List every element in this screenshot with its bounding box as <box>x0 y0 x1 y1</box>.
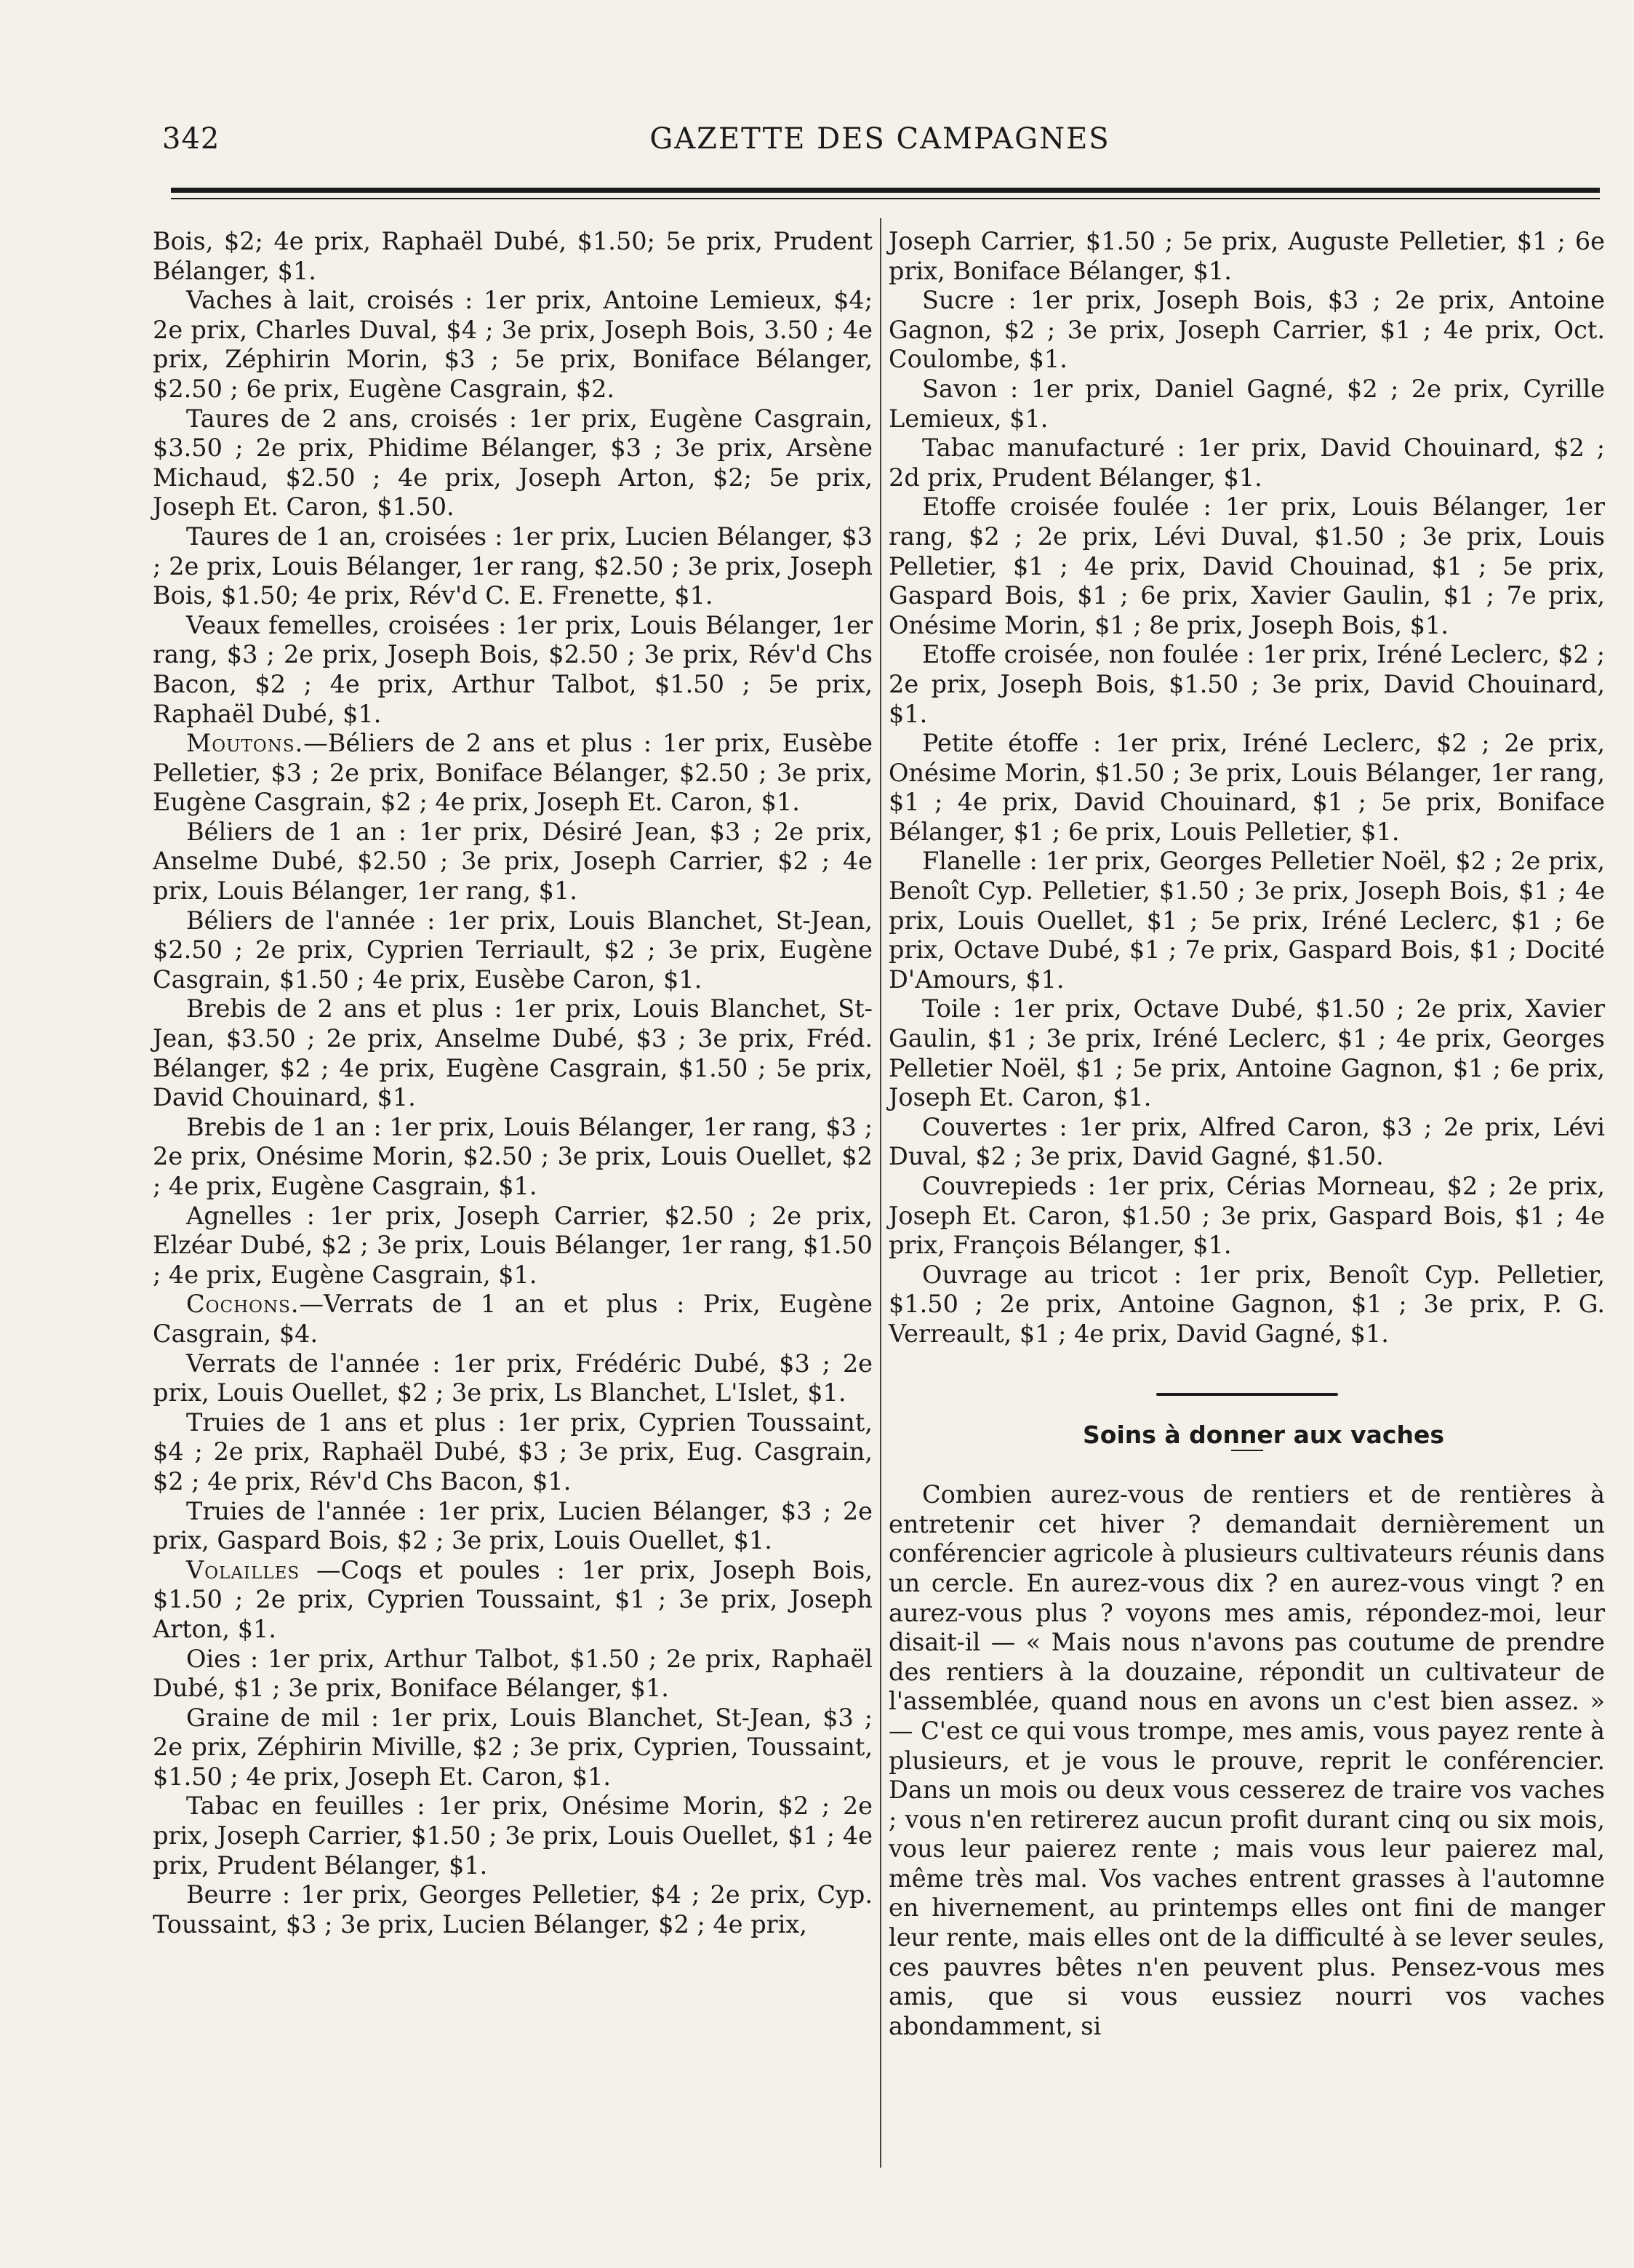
paragraph: Savon : 1er prix, Daniel Gagné, $2 ; 2e prix, Cyrille Lemieux, $1. <box>889 374 1605 433</box>
paragraph: Brebis de 2 ans et plus : 1er prix, Louis Blanchet, St-Jean, $3.50 ; 2e prix, Anselme Dubé, $3 ; 3e prix, Fréd. Bélanger, $2 ; 4e prix, Eugène Casgrain, $1.50 ; 5e prix, David Chouinard, $1. <box>153 994 873 1112</box>
page-number: 342 <box>162 122 220 156</box>
paragraph: Taures de 1 an, croisées : 1er prix, Lucien Bélanger, $3 ; 2e prix, Louis Bélanger, 1er rang, $2.50 ; 3e prix, Joseph Bois, $1.50; 4e prix, Rév'd C. E. Frenette, $1. <box>153 522 873 610</box>
header-rule-thin <box>171 198 1600 199</box>
paragraph: Sucre : 1er prix, Joseph Bois, $3 ; 2e prix, Antoine Gagnon, $2 ; 3e prix, Joseph Carrier, $1 ; 4e prix, Oct. Coulombe, $1. <box>889 286 1605 374</box>
paragraph: Tabac manufacturé : 1er prix, David Chouinard, $2 ; 2d prix, Prudent Bélanger, $1. <box>889 434 1605 492</box>
article-title: Soins à donner aux vaches <box>1083 1420 1444 1449</box>
paragraph: Graine de mil : 1er prix, Louis Blanchet, St-Jean, $3 ; 2e prix, Zéphirin Miville, $2 ; 3e prix, Cyprien, Toussaint, $1.50 ; 4e prix, Joseph Et. Caron, $1. <box>153 1703 873 1791</box>
paragraph: Veaux femelles, croisées : 1er prix, Louis Bélanger, 1er rang, $3 ; 2e prix, Joseph Bois, $2.50 ; 3e prix, Rév'd Chs Bacon, $2 ; 4e prix, Arthur Talbot, $1.50 ; 5e prix, Raphaël Dubé, $1. <box>153 610 873 728</box>
paragraph-text: —Verrats de 1 an et plus : Prix, Eugène Casgrain, $4. <box>153 1290 873 1348</box>
paragraph: Tabac en feuilles : 1er prix, Onésime Morin, $2 ; 2e prix, Joseph Carrier, $1.50 ; 3e prix, Louis Ouellet, $1 ; 4e prix, Prudent Bélanger, $1. <box>153 1792 873 1880</box>
section-label: Moutons. <box>186 729 304 758</box>
paragraph: Flanelle : 1er prix, Georges Pelletier Noël, $2 ; 2e prix, Benoît Cyp. Pelletier, $1.50 ; 3e prix, Joseph Bois, $1 ; 4e prix, Louis Ouellet, $1 ; 5e prix, Iréné Leclerc, $1 ; 6e prix, Octave Dubé, $1 ; 7e prix, Gaspard Bois, $1 ; Docité D'Amours, $1. <box>889 847 1605 994</box>
paragraph-text: —Coqs et poules : 1er prix, Joseph Bois, $1.50 ; 2e prix, Cyprien Toussaint, $1 ; 3e prix, Joseph Arton, $1. <box>153 1555 873 1643</box>
paragraph <box>153 1556 873 1645</box>
page-header <box>149 122 1611 166</box>
paragraph <box>153 1290 873 1349</box>
column-divider <box>880 218 881 2168</box>
paragraph: Vaches à lait, croisés : 1er prix, Antoine Lemieux, $4; 2e prix, Charles Duval, $4 ; 3e prix, Joseph Bois, 3.50 ; 4e prix, Zéphirin Morin, $3 ; 5e prix, Boniface Bélanger, $2.50 ; 6e prix, Eugène Casgrain, $2. <box>153 286 873 403</box>
header-rule-thick <box>171 188 1600 193</box>
paragraph: Joseph Carrier, $1.50 ; 5e prix, Auguste Pelletier, $1 ; 6e prix, Boniface Bélanger, $1. <box>889 227 1605 285</box>
paragraph: Truies de 1 ans et plus : 1er prix, Cyprien Toussaint, $4 ; 2e prix, Raphaël Dubé, $3 ; 3e prix, Eug. Casgrain, $2 ; 4e prix, Rév'd Chs Bacon, $1. <box>153 1407 873 1496</box>
section-label: Cochons. <box>186 1290 300 1319</box>
paragraph: Beurre : 1er prix, Georges Pelletier, $4 ; 2e prix, Cyp. Toussaint, $3 ; 3e prix, Lucien Bélanger, $2 ; 4e prix, <box>153 1880 873 1938</box>
right-column <box>889 227 1605 2041</box>
left-column <box>153 227 873 1939</box>
paragraph: Truies de l'année : 1er prix, Lucien Bélanger, $3 ; 2e prix, Gaspard Bois, $2 ; 3e prix, Louis Ouellet, $1. <box>153 1496 873 1555</box>
title-underline <box>1231 1450 1263 1451</box>
paragraph: Bois, $2; 4e prix, Raphaël Dubé, $1.50; 5e prix, Prudent Bélanger, $1. <box>153 227 873 285</box>
paragraph: Taures de 2 ans, croisés : 1er prix, Eugène Casgrain, $3.50 ; 2e prix, Phidime Bélanger, $3 ; 3e prix, Arsène Michaud, $2.50 ; 4e prix, Joseph Arton, $2; 5e prix, Joseph Et. Caron, $1.50. <box>153 404 873 522</box>
section-label: Volailles <box>186 1555 300 1584</box>
paragraph: Brebis de 1 an : 1er prix, Louis Bélanger, 1er rang, $3 ; 2e prix, Onésime Morin, $2.50 ; 3e prix, Louis Ouellet, $2 ; 4e prix, Eugène Casgrain, $1. <box>153 1112 873 1200</box>
section-divider <box>1156 1393 1338 1396</box>
article-body: Combien aurez-vous de rentiers et de rentières à entretenir cet hiver ? demandait dernièrement un conférencier agricole à plusieurs cultivateurs réunis dans un cercle. En aurez-vous dix ? en aurez-vous vingt ? en aurez-vous plus ? voyons mes amis, répondez-moi, leur disait-il — « Mais nous n'avons pas coutume de prendre des rentiers à la douzaine, répondit un cultivateur de l'assemblée, quand nous en avons un c'est bien assez. » — C'est ce qui vous trompe, mes amis, vous payez rente à plusieurs, et je vous le prouve, reprit le conférencier. Dans un mois ou deux vous cesserez de traire vos vaches ; vous n'en retirerez aucun profit durant cinq ou six mois, vous leur paierez rente ; mais vous leur paierez mal, même très mal. Vos vaches entrent grasses à l'automne en hivernement, au printemps elles ont fini de manger leur rente, mais elles ont de la difficulté à se lever seules, ces pauvres bêtes n'en peuvent plus. Pensez-vous mes amis, que si vous eussiez nourri vos vaches abondamment, si <box>889 1480 1605 2040</box>
paragraph: Couvertes : 1er prix, Alfred Caron, $3 ; 2e prix, Lévi Duval, $2 ; 3e prix, David Gagné, $1.50. <box>889 1112 1605 1171</box>
paragraph <box>153 729 873 818</box>
paragraph: Oies : 1er prix, Arthur Talbot, $1.50 ; 2e prix, Raphaël Dubé, $1 ; 3e prix, Boniface Bélanger, $1. <box>153 1644 873 1703</box>
paragraph: Béliers de l'année : 1er prix, Louis Blanchet, St-Jean, $2.50 ; 2e prix, Cyprien Terriault, $2 ; 3e prix, Eugène Casgrain, $1.50 ; 4e prix, Eusèbe Caron, $1. <box>153 906 873 994</box>
paragraph: Petite étoffe : 1er prix, Iréné Leclerc, $2 ; 2e prix, Onésime Morin, $1.50 ; 3e prix, Louis Bélanger, 1er rang, $1 ; 4e prix, David Chouinard, $1 ; 5e prix, Boniface Bélanger, $1 ; 6e prix, Louis Pelletier, $1. <box>889 729 1605 846</box>
paragraph: Etoffe croisée, non foulée : 1er prix, Iréné Leclerc, $2 ; 2e prix, Joseph Bois, $1.50 ; 3e prix, David Chouinard, $1. <box>889 640 1605 728</box>
paragraph-text: —Béliers de 2 ans et plus : 1er prix, Eusèbe Pelletier, $3 ; 2e prix, Boniface Bélanger, $2.50 ; 3e prix, Eugène Casgrain, $2 ; 4e prix, Joseph Et. Caron, $1. <box>153 729 873 817</box>
journal-title: GAZETTE DES CAMPAGNES <box>649 122 1110 156</box>
paragraph: Béliers de 1 an : 1er prix, Désiré Jean, $3 ; 2e prix, Anselme Dubé, $2.50 ; 3e prix, Joseph Carrier, $2 ; 4e prix, Louis Bélanger, 1er rang, $1. <box>153 817 873 906</box>
paragraph: Ouvrage au tricot : 1er prix, Benoît Cyp. Pelletier, $1.50 ; 2e prix, Antoine Gagnon, $1 ; 3e prix, P. G. Verreault, $1 ; 4e prix, David Gagné, $1. <box>889 1260 1605 1348</box>
paragraph: Couvrepieds : 1er prix, Cérias Morneau, $2 ; 2e prix, Joseph Et. Caron, $1.50 ; 3e prix, Gaspard Bois, $1 ; 4e prix, François Bélanger, $1. <box>889 1172 1605 1260</box>
paragraph: Etoffe croisée foulée : 1er prix, Louis Bélanger, 1er rang, $2 ; 2e prix, Lévi Duval, $1.50 ; 3e prix, Louis Pelletier, $1 ; 4e prix, David Chouinad, $1 ; 5e prix, Gaspard Bois, $1 ; 6e prix, Xavier Gaulin, $1 ; 7e prix, Onésime Morin, $1 ; 8e prix, Joseph Bois, $1. <box>889 492 1605 639</box>
paragraph: Verrats de l'année : 1er prix, Frédéric Dubé, $3 ; 2e prix, Louis Ouellet, $2 ; 3e prix, Ls Blanchet, L'Islet, $1. <box>153 1349 873 1407</box>
paragraph: Toile : 1er prix, Octave Dubé, $1.50 ; 2e prix, Xavier Gaulin, $1 ; 3e prix, Iréné Leclerc, $1 ; 4e prix, Georges Pelletier Noël, $1 ; 5e prix, Antoine Gagnon, $1 ; 6e prix, Joseph Et. Caron, $1. <box>889 994 1605 1112</box>
paragraph: Agnelles : 1er prix, Joseph Carrier, $2.50 ; 2e prix, Elzéar Dubé, $2 ; 3e prix, Louis Bélanger, 1er rang, $1.50 ; 4e prix, Eugène Casgrain, $1. <box>153 1201 873 1289</box>
